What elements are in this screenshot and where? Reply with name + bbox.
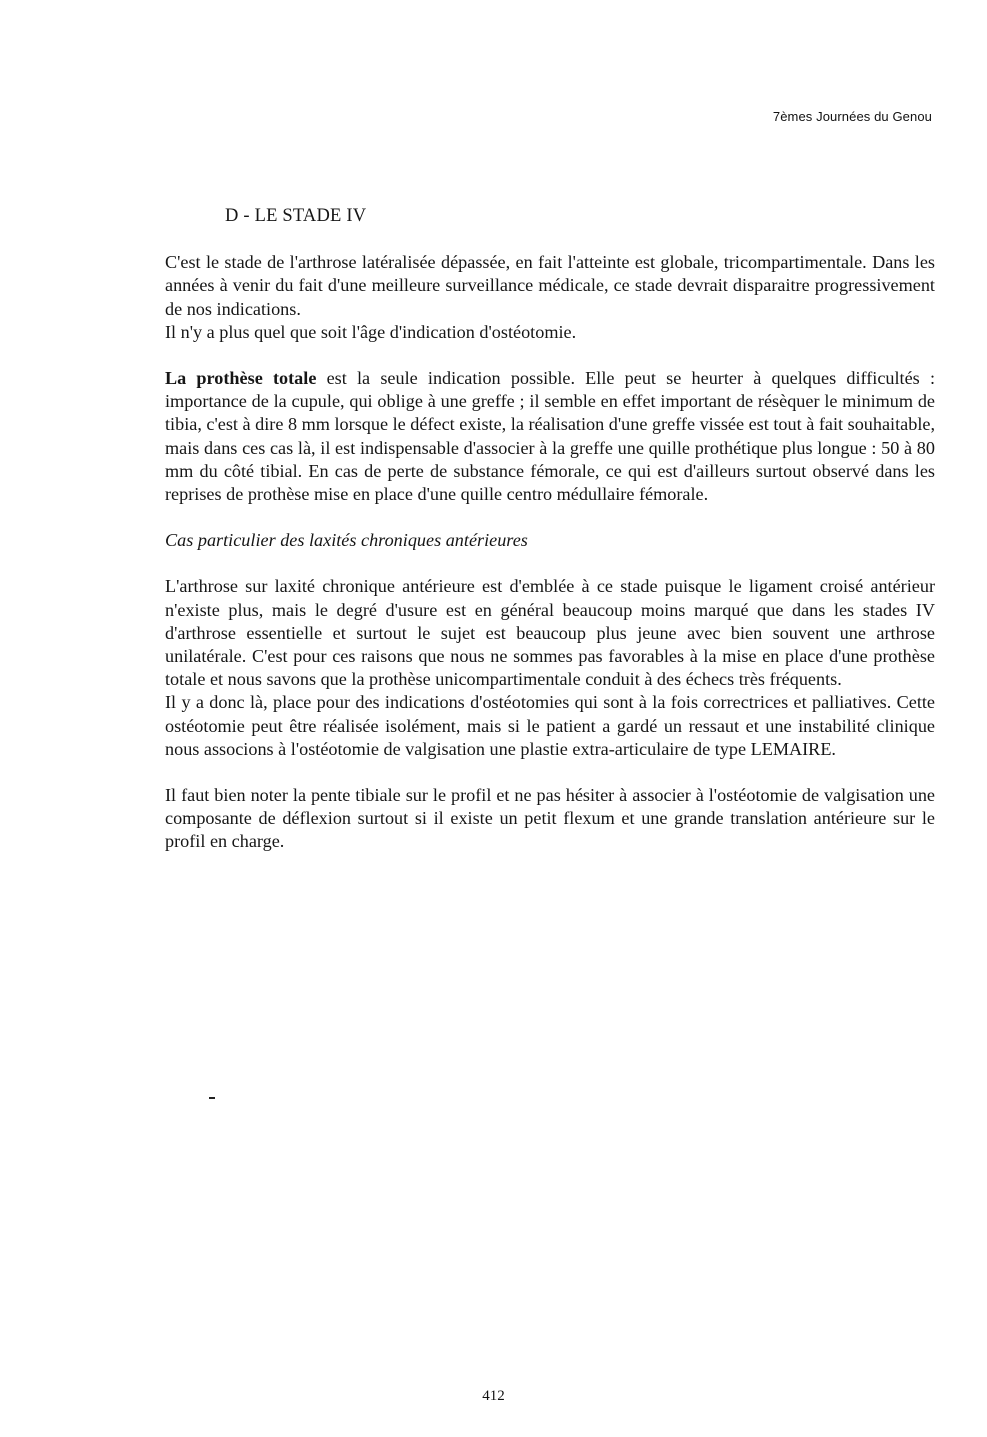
spacer	[165, 552, 935, 575]
document-body	[165, 205, 935, 854]
paragraph-stage-definition: C'est le stade de l'arthrose latéralisée dépassée, en fait l'atteinte est globale, tricompartimentale. Dans les années à venir du fait d'une meilleure surveillance médicale, ce stade devrait disparaitre progressivement de nos indications.	[165, 252, 935, 319]
subsection-heading: Cas particulier des laxités chroniques antérieures	[165, 530, 528, 551]
paragraph-tibial-slope: Il faut bien noter la pente tibiale sur le profil et ne pas hésiter à associer à l'ostéotomie de valgisation une composante de déflexion surtout si il existe un petit flexum et une grande translation antérieure sur le profil en charge.	[165, 785, 935, 852]
paragraph-osteotomy-indications: Il y a donc là, place pour des indications d'ostéotomies qui sont à la fois correctrices et palliatives. Cette ostéotomie peut être réalisée isolément, mais si le patient a gardé un ressaut et une instabilité clinique nous associons à l'ostéotomie de valgisation une plastie extra-articulaire de type LEMAIRE.	[165, 692, 935, 759]
section-heading: D - LE STADE IV	[225, 206, 367, 226]
spacer	[165, 761, 935, 784]
paragraph-no-osteotomy: Il n'y a plus quel que soit l'âge d'indication d'ostéotomie.	[165, 321, 577, 342]
paragraph-total-prosthesis-text: est la seule indication possible. Elle peut se heurter à quelques difficultés : importance de la cupule, qui oblige à une greffe ; il semble en effet important de résèquer le minimum de tibia, c'est à dire 8 mm lorsque le défect existe, la réalisation d'une greffe vissée est tout à fait souhaitable, mais dans ces cas là, il est indispensable d'associer à la greffe une quille prothétique plus longue : 50 à 80 mm du côté tibial. En cas de perte de substance fémorale, ce qui est d'ailleurs surtout observé dans les reprises de prothèse mise en place d'une quille centro médullaire fémorale.	[165, 368, 936, 505]
running-header: 7èmes Journées du Genou	[772, 109, 932, 124]
bold-term-total-prosthesis: La prothèse totale	[165, 368, 317, 389]
spacer	[165, 506, 935, 529]
paragraph-total-prosthesis	[165, 367, 935, 506]
paragraph-chronic-laxity: L'arthrose sur laxité chronique antérieure est d'emblée à ce stade puisque le ligament croisé antérieur n'existe plus, mais le degré d'usure est en général beaucoup moins marqué que dans les stades IV d'arthrose essentielle et surtout le sujet est beaucoup plus jeune avec bien souvent une arthrose unilatérale. C'est pour ces raisons que nous ne sommes pas favorables à la mise en place d'une prothèse totale et nous savons que la prothèse unicompartimentale conduit à des échecs très fréquents.	[165, 576, 935, 690]
page-number: 412	[482, 1388, 505, 1404]
scan-mark	[209, 1097, 215, 1099]
spacer	[165, 344, 935, 367]
